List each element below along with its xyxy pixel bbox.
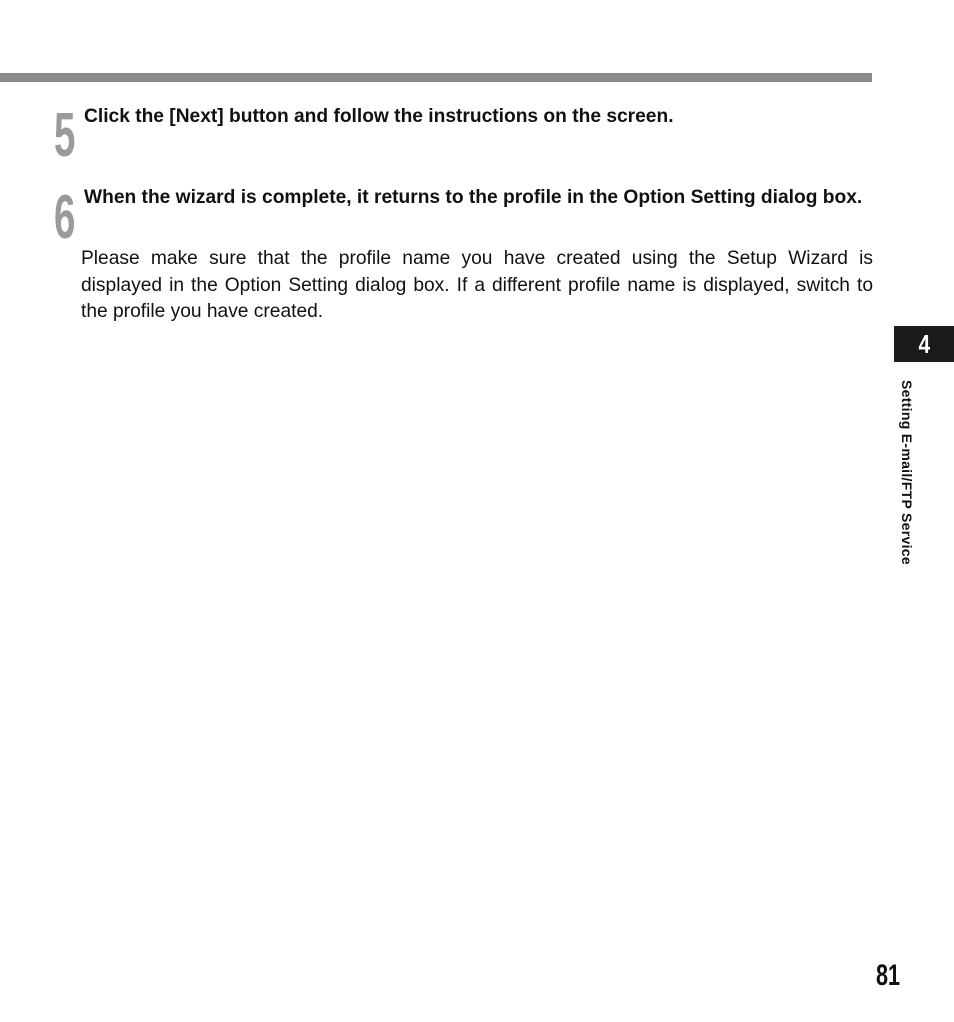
page-number: 81 [876,959,901,992]
step-5-number: 5 [54,101,76,170]
step-6-body: Please make sure that the profile name you have created using the Setup Wizard is displayed in the Option Setting dialog box. If a different profile name is displayed, switch to the profile you have created. [81,248,873,322]
chapter-title: Setting E-mail/FTP Service [899,380,915,565]
chapter-tab [894,326,954,362]
top-rule [0,73,872,82]
step-6-number: 6 [54,183,76,252]
step-6-heading: When the wizard is complete, it returns to the profile in the Option Setting dialog box. [84,187,863,208]
step-5-heading: Click the [Next] button and follow the instructions on the screen. [84,106,674,127]
chapter-number: 4 [918,329,930,359]
